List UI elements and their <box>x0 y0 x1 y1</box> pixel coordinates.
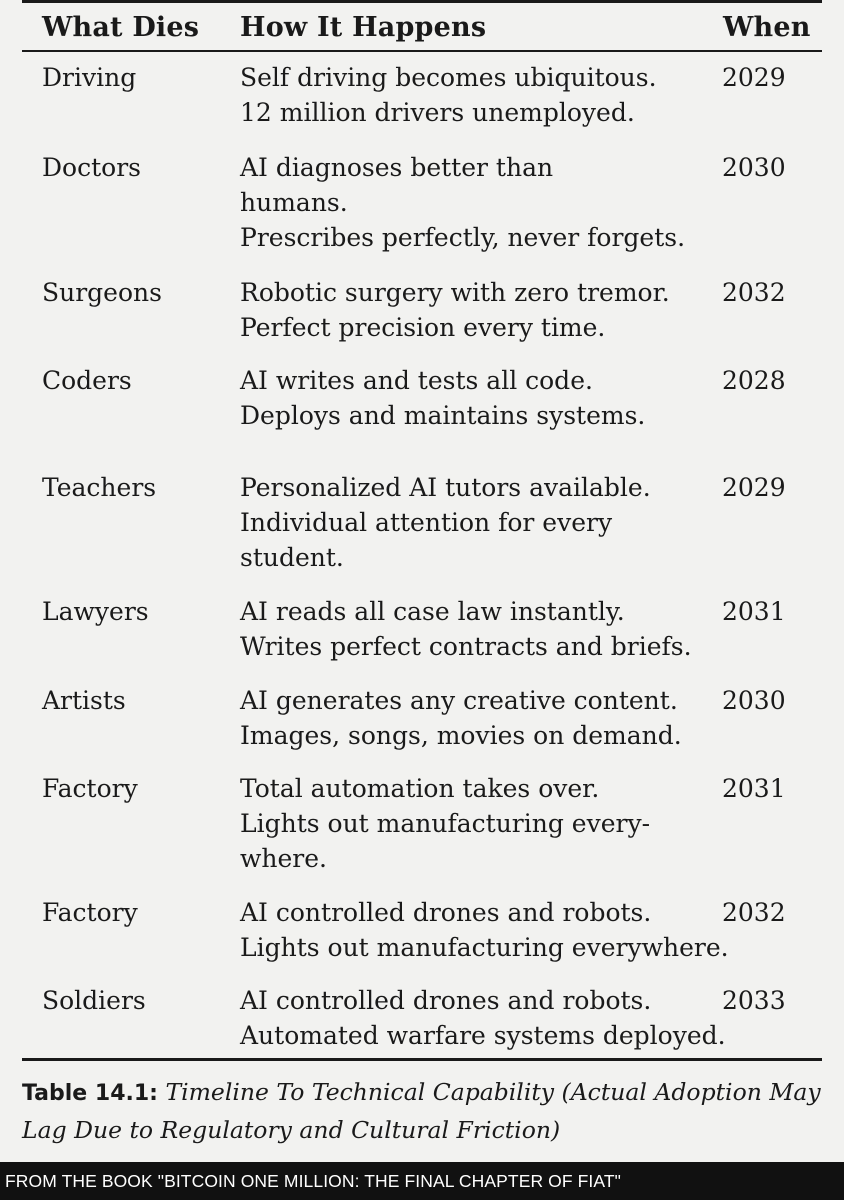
cell-how-it-happens <box>240 60 657 130</box>
cell-what-dies: Artists <box>42 686 126 715</box>
cell-text-line: Writes perfect contracts and briefs. <box>240 632 692 661</box>
cell-text-line: Prescribes perfectly, never forgets. <box>240 223 686 252</box>
cell-when: 2028 <box>722 366 786 395</box>
cell-how-it-happens <box>240 683 682 753</box>
cell-text-line: AI writes and tests all code. <box>240 366 593 395</box>
cell-when: 2032 <box>722 278 786 307</box>
cell-how-it-happens <box>240 771 650 876</box>
cell-when: 2029 <box>722 63 786 92</box>
cell-when: 2029 <box>722 473 786 502</box>
cell-text-line: student. <box>240 543 344 572</box>
cell-what-dies: Teachers <box>42 473 157 502</box>
cell-text-line: Self driving becomes ubiquitous. <box>240 63 657 92</box>
cell-when: 2033 <box>722 986 786 1015</box>
cell-text-line: Deploys and maintains systems. <box>240 401 646 430</box>
cell-text-line: Individual attention for every <box>240 508 613 537</box>
cell-text-line: Automated warfare systems deployed. <box>240 1021 726 1050</box>
cell-when: 2031 <box>722 774 786 803</box>
cell-how-it-happens <box>240 363 645 433</box>
cell-what-dies: Factory <box>42 898 138 927</box>
cell-text-line: AI diagnoses better than <box>240 153 554 182</box>
cell-how-it-happens <box>240 594 692 664</box>
cell-text-line: AI controlled drones and robots. <box>240 898 652 927</box>
cell-text-line: AI generates any creative content. <box>240 686 678 715</box>
table-caption <box>22 1074 834 1148</box>
cell-text-line: AI reads all case law instantly. <box>240 597 625 626</box>
cell-what-dies: Driving <box>42 63 137 92</box>
cell-text-line: Total automation takes over. <box>240 774 600 803</box>
cell-what-dies: Doctors <box>42 153 141 182</box>
cell-text-line: 12 million drivers unemployed. <box>240 98 635 127</box>
caption-label: Table 14.1: <box>22 1081 158 1106</box>
cell-how-it-happens <box>240 470 651 575</box>
cell-how-it-happens <box>240 150 685 255</box>
column-header-what-dies: What Dies <box>42 12 200 43</box>
cell-when: 2032 <box>722 898 786 927</box>
cell-text-line: Robotic surgery with zero tremor. <box>240 278 670 307</box>
caption-text: Timeline To Technical Capability (Actual Adoption May Lag Due to Regulatory and Cultural Friction) <box>22 1078 821 1144</box>
cell-what-dies: Lawyers <box>42 597 149 626</box>
cell-text-line: Images, songs, movies on demand. <box>240 721 682 750</box>
cell-how-it-happens <box>240 983 726 1053</box>
cell-text-line: Lights out manufacturing every- <box>240 809 651 838</box>
cell-text-line: humans. <box>240 188 348 217</box>
column-header-when: When <box>723 12 811 43</box>
source-footer: FROM THE BOOK "BITCOIN ONE MILLION: THE FINAL CHAPTER OF FIAT" <box>0 1162 844 1200</box>
cell-text-line: Lights out manufacturing everywhere. <box>240 933 729 962</box>
table-header-rule <box>22 50 822 52</box>
column-header-how-it-happens: How It Happens <box>240 12 487 43</box>
cell-how-it-happens <box>240 895 729 965</box>
cell-what-dies: Coders <box>42 366 132 395</box>
cell-when: 2030 <box>722 153 786 182</box>
cell-what-dies: Soldiers <box>42 986 146 1015</box>
cell-text-line: where. <box>240 844 327 873</box>
cell-text-line: Perfect precision every time. <box>240 313 606 342</box>
cell-what-dies: Surgeons <box>42 278 162 307</box>
cell-when: 2031 <box>722 597 786 626</box>
cell-text-line: Personalized AI tutors available. <box>240 473 651 502</box>
table-top-rule <box>22 0 822 3</box>
cell-text-line: AI controlled drones and robots. <box>240 986 652 1015</box>
cell-what-dies: Factory <box>42 774 138 803</box>
table-bottom-rule <box>22 1058 822 1061</box>
cell-when: 2030 <box>722 686 786 715</box>
cell-how-it-happens <box>240 275 670 345</box>
